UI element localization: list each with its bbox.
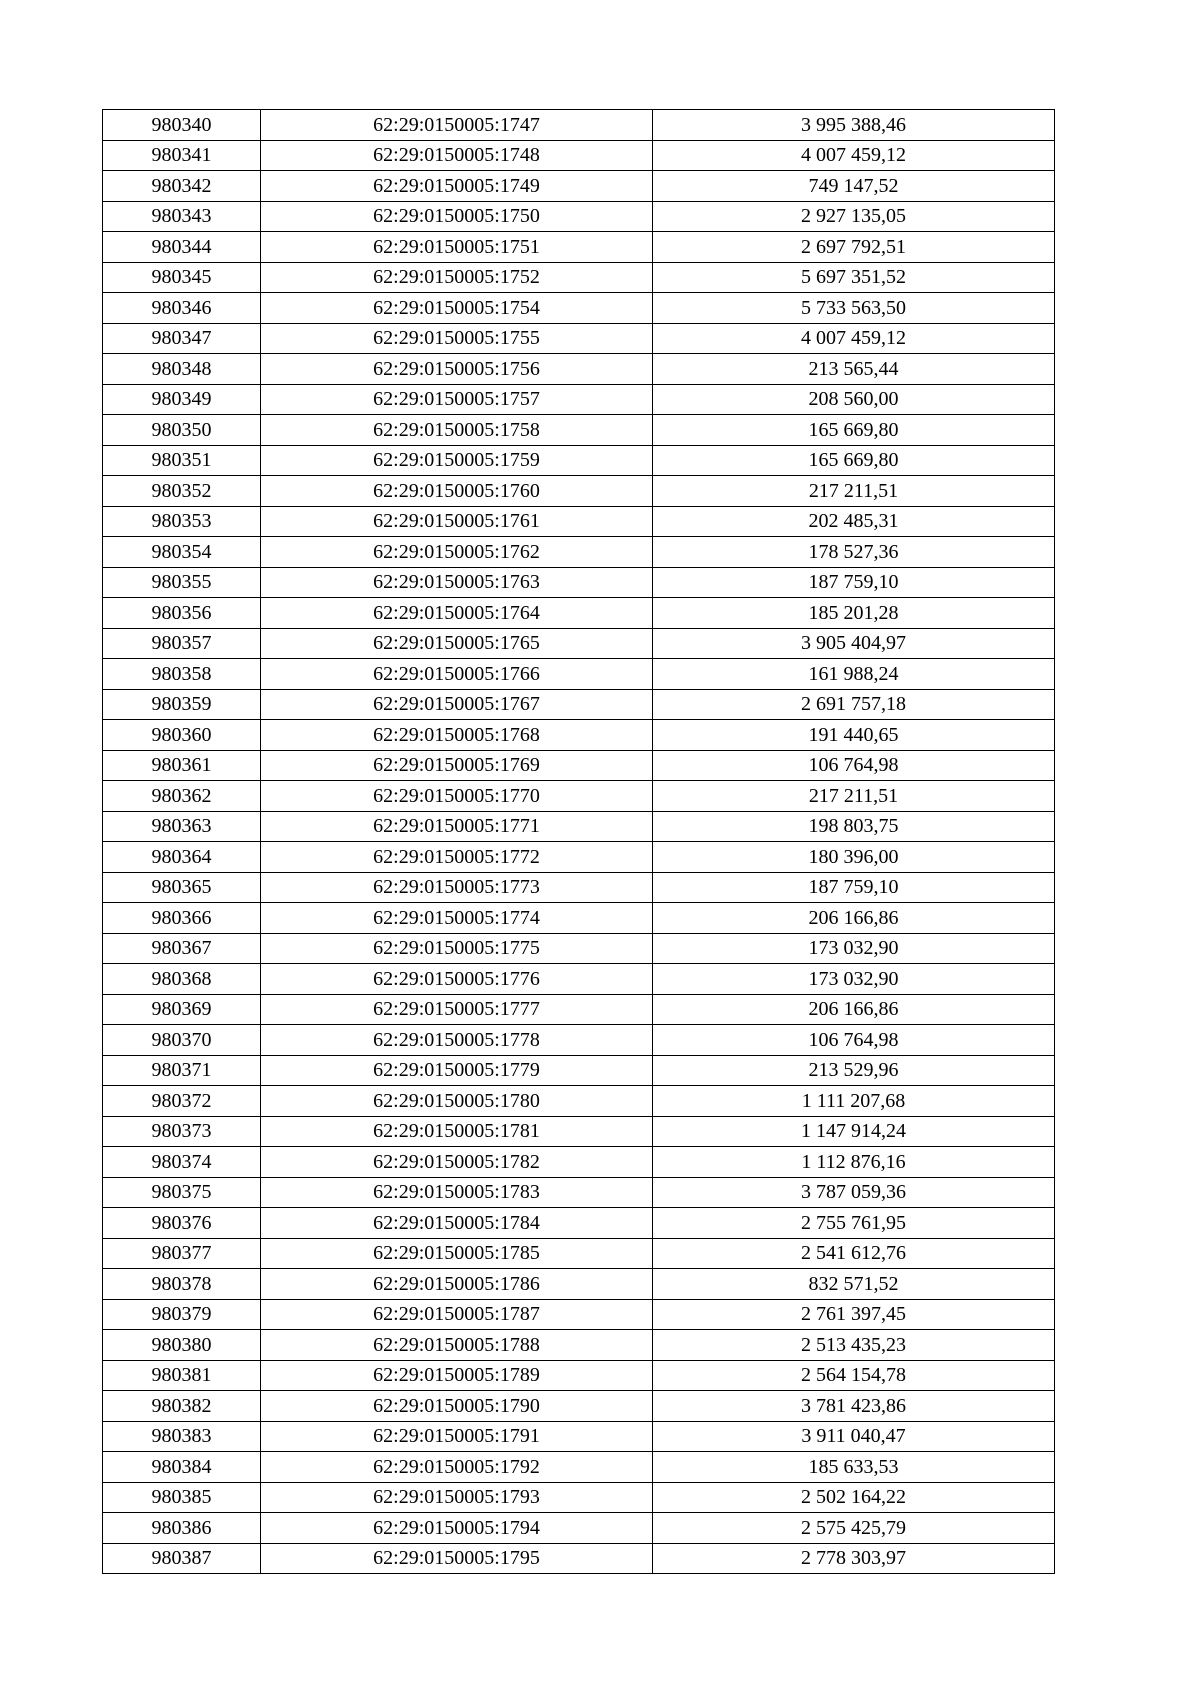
row-number-cell: 980369 — [103, 994, 261, 1025]
cadastral-number-cell: 62:29:0150005:1792 — [261, 1452, 653, 1483]
table-row — [103, 689, 1055, 720]
table-row — [103, 750, 1055, 781]
cadastral-number-cell: 62:29:0150005:1765 — [261, 628, 653, 659]
cadastral-number-cell: 62:29:0150005:1764 — [261, 598, 653, 629]
table-row — [103, 1360, 1055, 1391]
cadastral-number-cell: 62:29:0150005:1772 — [261, 842, 653, 873]
table-row — [103, 110, 1055, 141]
table-row — [103, 1177, 1055, 1208]
row-number-cell: 980377 — [103, 1238, 261, 1269]
table-row — [103, 811, 1055, 842]
table-row — [103, 171, 1055, 202]
table-row — [103, 1421, 1055, 1452]
table-row — [103, 476, 1055, 507]
cadastral-number-cell: 62:29:0150005:1786 — [261, 1269, 653, 1300]
cadastral-value-cell: 1 147 914,24 — [653, 1116, 1055, 1147]
row-number-cell: 980346 — [103, 293, 261, 324]
row-number-cell: 980357 — [103, 628, 261, 659]
table-row — [103, 323, 1055, 354]
cadastral-number-cell: 62:29:0150005:1776 — [261, 964, 653, 995]
cadastral-value-cell: 2 755 761,95 — [653, 1208, 1055, 1239]
cadastral-number-cell: 62:29:0150005:1748 — [261, 140, 653, 171]
cadastral-number-cell: 62:29:0150005:1768 — [261, 720, 653, 751]
cadastral-value-cell: 165 669,80 — [653, 415, 1055, 446]
cadastral-number-cell: 62:29:0150005:1795 — [261, 1543, 653, 1574]
cadastral-value-cell: 185 201,28 — [653, 598, 1055, 629]
table-row — [103, 842, 1055, 873]
row-number-cell: 980365 — [103, 872, 261, 903]
cadastral-number-cell: 62:29:0150005:1766 — [261, 659, 653, 690]
cadastral-value-cell: 1 111 207,68 — [653, 1086, 1055, 1117]
cadastral-value-cell: 3 995 388,46 — [653, 110, 1055, 141]
row-number-cell: 980372 — [103, 1086, 261, 1117]
cadastral-value-cell: 4 007 459,12 — [653, 140, 1055, 171]
cadastral-value-cell: 2 502 164,22 — [653, 1482, 1055, 1513]
table-row — [103, 567, 1055, 598]
row-number-cell: 980373 — [103, 1116, 261, 1147]
table-row — [103, 872, 1055, 903]
cadastral-number-cell: 62:29:0150005:1788 — [261, 1330, 653, 1361]
cadastral-number-cell: 62:29:0150005:1756 — [261, 354, 653, 385]
row-number-cell: 980351 — [103, 445, 261, 476]
cadastral-value-cell: 191 440,65 — [653, 720, 1055, 751]
table-row — [103, 445, 1055, 476]
cadastral-number-cell: 62:29:0150005:1758 — [261, 415, 653, 446]
table-row — [103, 903, 1055, 934]
cadastral-number-cell: 62:29:0150005:1763 — [261, 567, 653, 598]
cadastral-value-cell: 213 529,96 — [653, 1055, 1055, 1086]
cadastral-number-cell: 62:29:0150005:1789 — [261, 1360, 653, 1391]
row-number-cell: 980348 — [103, 354, 261, 385]
row-number-cell: 980344 — [103, 232, 261, 263]
cadastral-number-cell: 62:29:0150005:1749 — [261, 171, 653, 202]
row-number-cell: 980386 — [103, 1513, 261, 1544]
row-number-cell: 980382 — [103, 1391, 261, 1422]
cadastral-value-cell: 198 803,75 — [653, 811, 1055, 842]
cadastral-value-cell: 213 565,44 — [653, 354, 1055, 385]
row-number-cell: 980360 — [103, 720, 261, 751]
cadastral-number-cell: 62:29:0150005:1777 — [261, 994, 653, 1025]
row-number-cell: 980352 — [103, 476, 261, 507]
cadastral-value-cell: 3 905 404,97 — [653, 628, 1055, 659]
table-row — [103, 1086, 1055, 1117]
table-row — [103, 1482, 1055, 1513]
cadastral-number-cell: 62:29:0150005:1755 — [261, 323, 653, 354]
row-number-cell: 980342 — [103, 171, 261, 202]
row-number-cell: 980383 — [103, 1421, 261, 1452]
table-row — [103, 537, 1055, 568]
cadastral-value-cell: 187 759,10 — [653, 872, 1055, 903]
cadastral-number-cell: 62:29:0150005:1762 — [261, 537, 653, 568]
cadastral-value-cell: 3 781 423,86 — [653, 1391, 1055, 1422]
row-number-cell: 980343 — [103, 201, 261, 232]
cadastral-number-cell: 62:29:0150005:1785 — [261, 1238, 653, 1269]
cadastral-number-cell: 62:29:0150005:1775 — [261, 933, 653, 964]
row-number-cell: 980358 — [103, 659, 261, 690]
cadastral-value-cell: 173 032,90 — [653, 964, 1055, 995]
cadastral-number-cell: 62:29:0150005:1752 — [261, 262, 653, 293]
row-number-cell: 980362 — [103, 781, 261, 812]
row-number-cell: 980384 — [103, 1452, 261, 1483]
row-number-cell: 980371 — [103, 1055, 261, 1086]
cadastral-number-cell: 62:29:0150005:1751 — [261, 232, 653, 263]
row-number-cell: 980387 — [103, 1543, 261, 1574]
cadastral-value-cell: 1 112 876,16 — [653, 1147, 1055, 1178]
table-row — [103, 262, 1055, 293]
cadastral-value-cell: 180 396,00 — [653, 842, 1055, 873]
cadastral-number-cell: 62:29:0150005:1780 — [261, 1086, 653, 1117]
table-row — [103, 201, 1055, 232]
table-row — [103, 232, 1055, 263]
cadastral-value-cell: 4 007 459,12 — [653, 323, 1055, 354]
cadastral-value-cell: 3 787 059,36 — [653, 1177, 1055, 1208]
table-row — [103, 964, 1055, 995]
row-number-cell: 980379 — [103, 1299, 261, 1330]
cadastral-number-cell: 62:29:0150005:1784 — [261, 1208, 653, 1239]
cadastral-number-cell: 62:29:0150005:1757 — [261, 384, 653, 415]
cadastral-value-cell: 2 575 425,79 — [653, 1513, 1055, 1544]
table-row — [103, 384, 1055, 415]
cadastral-number-cell: 62:29:0150005:1767 — [261, 689, 653, 720]
row-number-cell: 980374 — [103, 1147, 261, 1178]
row-number-cell: 980366 — [103, 903, 261, 934]
cadastral-value-cell: 2 697 792,51 — [653, 232, 1055, 263]
row-number-cell: 980361 — [103, 750, 261, 781]
row-number-cell: 980370 — [103, 1025, 261, 1056]
cadastral-number-cell: 62:29:0150005:1794 — [261, 1513, 653, 1544]
cadastral-number-cell: 62:29:0150005:1747 — [261, 110, 653, 141]
row-number-cell: 980354 — [103, 537, 261, 568]
row-number-cell: 980376 — [103, 1208, 261, 1239]
cadastral-value-cell: 5 697 351,52 — [653, 262, 1055, 293]
cadastral-value-cell: 749 147,52 — [653, 171, 1055, 202]
cadastral-number-cell: 62:29:0150005:1783 — [261, 1177, 653, 1208]
table-row — [103, 1055, 1055, 1086]
table-row — [103, 1208, 1055, 1239]
table-row — [103, 506, 1055, 537]
table-row — [103, 1330, 1055, 1361]
cadastral-value-cell: 161 988,24 — [653, 659, 1055, 690]
table-row — [103, 1513, 1055, 1544]
row-number-cell: 980353 — [103, 506, 261, 537]
table-row — [103, 1299, 1055, 1330]
table-row — [103, 354, 1055, 385]
cadastral-number-cell: 62:29:0150005:1760 — [261, 476, 653, 507]
table-row — [103, 415, 1055, 446]
table-row — [103, 1543, 1055, 1574]
cadastral-number-cell: 62:29:0150005:1759 — [261, 445, 653, 476]
row-number-cell: 980349 — [103, 384, 261, 415]
cadastral-number-cell: 62:29:0150005:1782 — [261, 1147, 653, 1178]
table-body — [103, 110, 1055, 1574]
table-row — [103, 933, 1055, 964]
table-row — [103, 1238, 1055, 1269]
cadastral-value-cell: 217 211,51 — [653, 476, 1055, 507]
cadastral-value-cell: 217 211,51 — [653, 781, 1055, 812]
cadastral-number-cell: 62:29:0150005:1750 — [261, 201, 653, 232]
cadastral-number-cell: 62:29:0150005:1787 — [261, 1299, 653, 1330]
row-number-cell: 980367 — [103, 933, 261, 964]
cadastral-value-cell: 3 911 040,47 — [653, 1421, 1055, 1452]
cadastral-value-cell: 173 032,90 — [653, 933, 1055, 964]
table-row — [103, 659, 1055, 690]
row-number-cell: 980375 — [103, 1177, 261, 1208]
cadastral-value-cell: 185 633,53 — [653, 1452, 1055, 1483]
cadastral-value-cell: 106 764,98 — [653, 1025, 1055, 1056]
table-row — [103, 1147, 1055, 1178]
row-number-cell: 980345 — [103, 262, 261, 293]
row-number-cell: 980378 — [103, 1269, 261, 1300]
table-row — [103, 293, 1055, 324]
cadastral-value-cell: 5 733 563,50 — [653, 293, 1055, 324]
cadastral-number-cell: 62:29:0150005:1769 — [261, 750, 653, 781]
table-row — [103, 1025, 1055, 1056]
cadastral-value-cell: 202 485,31 — [653, 506, 1055, 537]
row-number-cell: 980340 — [103, 110, 261, 141]
row-number-cell: 980341 — [103, 140, 261, 171]
cadastral-value-cell: 178 527,36 — [653, 537, 1055, 568]
cadastral-number-cell: 62:29:0150005:1791 — [261, 1421, 653, 1452]
row-number-cell: 980364 — [103, 842, 261, 873]
cadastral-number-cell: 62:29:0150005:1793 — [261, 1482, 653, 1513]
cadastral-value-cell: 2 541 612,76 — [653, 1238, 1055, 1269]
table-row — [103, 720, 1055, 751]
cadastral-number-cell: 62:29:0150005:1770 — [261, 781, 653, 812]
cadastral-value-cell: 2 513 435,23 — [653, 1330, 1055, 1361]
cadastral-number-cell: 62:29:0150005:1771 — [261, 811, 653, 842]
row-number-cell: 980363 — [103, 811, 261, 842]
cadastral-value-cell: 206 166,86 — [653, 903, 1055, 934]
cadastral-number-cell: 62:29:0150005:1779 — [261, 1055, 653, 1086]
row-number-cell: 980347 — [103, 323, 261, 354]
cadastral-number-cell: 62:29:0150005:1781 — [261, 1116, 653, 1147]
row-number-cell: 980385 — [103, 1482, 261, 1513]
table-row — [103, 1269, 1055, 1300]
cadastral-value-cell: 187 759,10 — [653, 567, 1055, 598]
row-number-cell: 980381 — [103, 1360, 261, 1391]
table-row — [103, 598, 1055, 629]
row-number-cell: 980368 — [103, 964, 261, 995]
cadastral-value-cell: 832 571,52 — [653, 1269, 1055, 1300]
cadastral-number-cell: 62:29:0150005:1761 — [261, 506, 653, 537]
cadastral-number-cell: 62:29:0150005:1773 — [261, 872, 653, 903]
cadastral-number-cell: 62:29:0150005:1790 — [261, 1391, 653, 1422]
cadastral-value-cell: 2 927 135,05 — [653, 201, 1055, 232]
table-row — [103, 781, 1055, 812]
row-number-cell: 980356 — [103, 598, 261, 629]
table-row — [103, 140, 1055, 171]
row-number-cell: 980355 — [103, 567, 261, 598]
table-row — [103, 1391, 1055, 1422]
cadastral-value-cell: 2 691 757,18 — [653, 689, 1055, 720]
cadastral-value-cell: 106 764,98 — [653, 750, 1055, 781]
cadastral-value-cell: 165 669,80 — [653, 445, 1055, 476]
cadastral-value-cell: 2 761 397,45 — [653, 1299, 1055, 1330]
cadastral-value-cell: 2 564 154,78 — [653, 1360, 1055, 1391]
cadastral-number-cell: 62:29:0150005:1754 — [261, 293, 653, 324]
cadastral-value-table — [102, 109, 1055, 1574]
cadastral-value-cell: 208 560,00 — [653, 384, 1055, 415]
cadastral-value-cell: 2 778 303,97 — [653, 1543, 1055, 1574]
row-number-cell: 980350 — [103, 415, 261, 446]
table-row — [103, 994, 1055, 1025]
table-row — [103, 628, 1055, 659]
cadastral-number-cell: 62:29:0150005:1778 — [261, 1025, 653, 1056]
row-number-cell: 980380 — [103, 1330, 261, 1361]
table-row — [103, 1116, 1055, 1147]
cadastral-value-cell: 206 166,86 — [653, 994, 1055, 1025]
row-number-cell: 980359 — [103, 689, 261, 720]
table-row — [103, 1452, 1055, 1483]
cadastral-number-cell: 62:29:0150005:1774 — [261, 903, 653, 934]
